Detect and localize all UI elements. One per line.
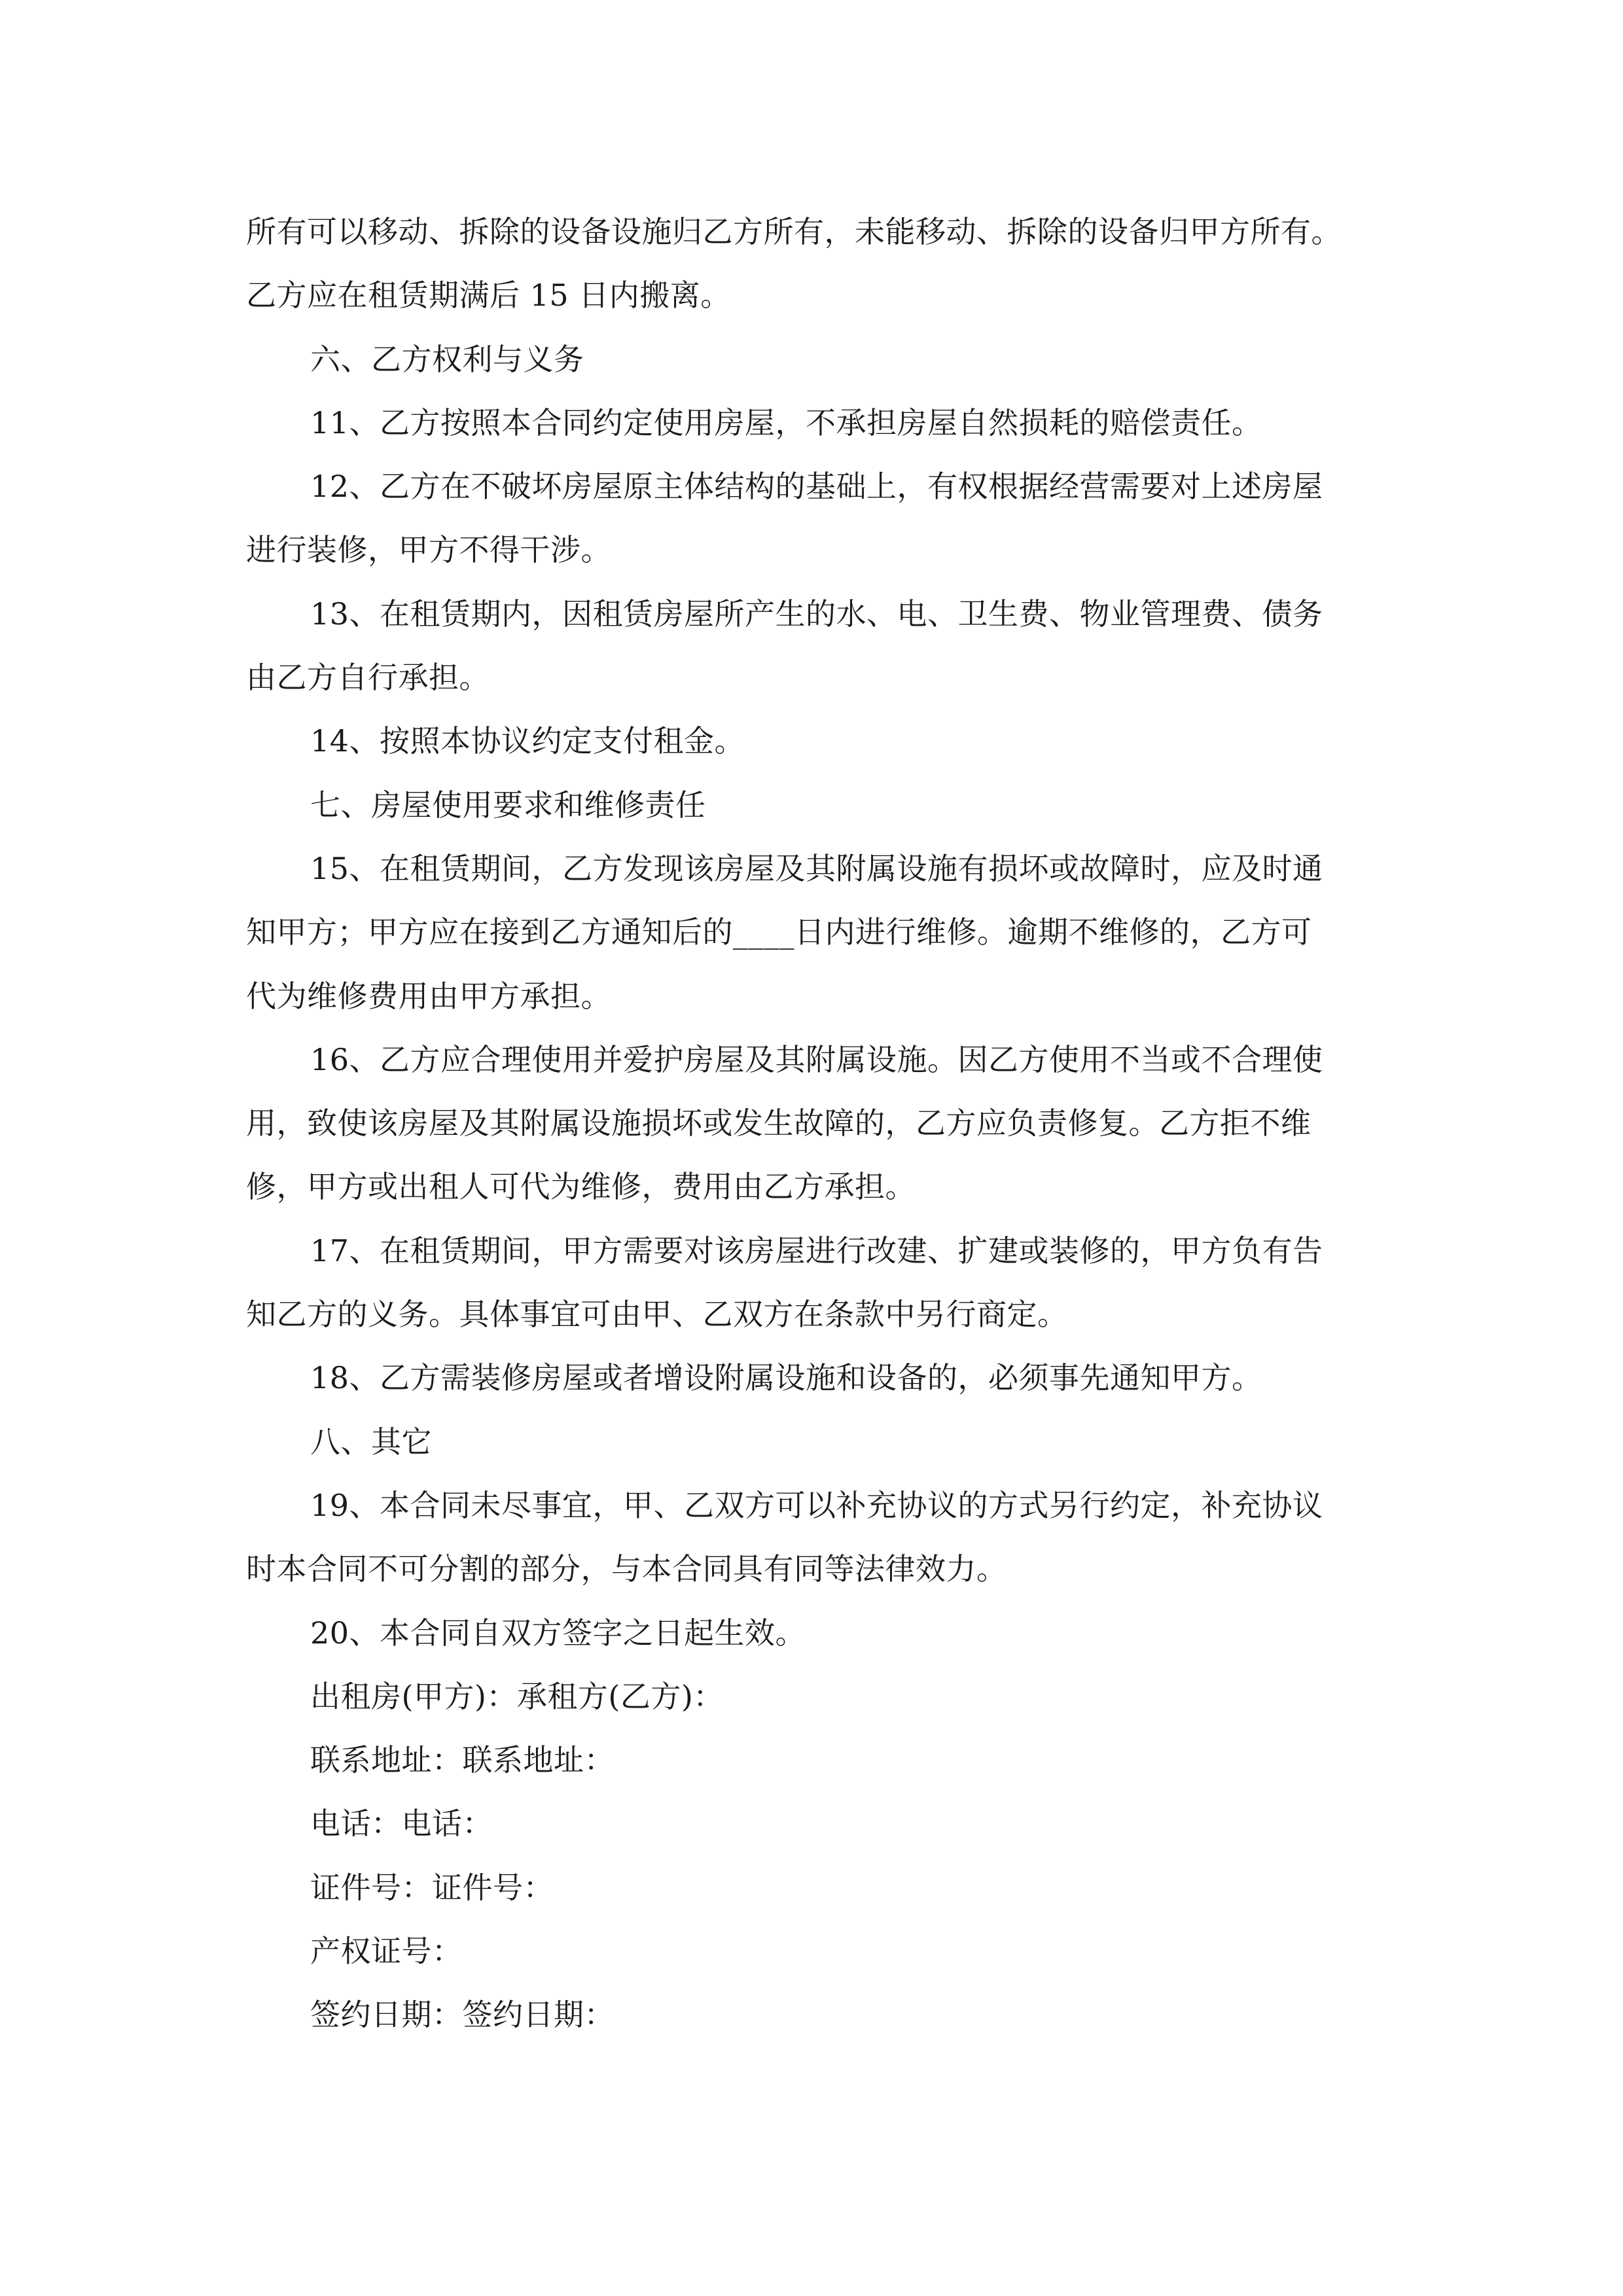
text-line: 八、其它 [310,1424,432,1460]
text-line: 出租房(甲方)：承租方(乙方)： [310,1678,724,1714]
text-line: 用，致使该房屋及其附属设施损坏或发生故障的，乙方应负责修复。乙方拒不维 [246,1105,1311,1141]
text-line: 联系地址：联系地址： [310,1742,615,1778]
text-line: 七、房屋使用要求和维修责任 [310,787,706,823]
text-line: 证件号：证件号： [310,1869,554,1905]
text-line: 20、本合同自双方签字之日起生效。 [310,1615,806,1651]
text-line: 16、乙方应合理使用并爱护房屋及其附属设施。因乙方使用不当或不合理使 [310,1041,1323,1077]
text-line: 19、本合同未尽事宜，甲、乙双方可以补充协议的方式另行约定，补充协议 [310,1487,1323,1523]
text-line: 知甲方；甲方应在接到乙方通知后的____日内进行维修。逾期不维修的，乙方可 [246,914,1312,950]
text-line: 17、在租赁期间，甲方需要对该房屋进行改建、扩建或装修的，甲方负有告 [310,1232,1323,1268]
text-line: 11、乙方按照本合同约定使用房屋，不承担房屋自然损耗的赔偿责任。 [310,404,1262,440]
text-line: 电话：电话： [310,1806,493,1842]
text-line: 乙方应在租赁期满后 15 日内搬离。 [246,278,731,314]
text-line: 六、乙方权利与义务 [310,341,584,377]
text-line: 由乙方自行承担。 [246,660,490,696]
text-line: 产权证号： [310,1933,463,1969]
text-line: 14、按照本协议约定支付租金。 [310,723,745,759]
text-line: 13、在租赁期内，因租赁房屋所产生的水、电、卫生费、物业管理费、债务 [310,596,1323,632]
text-line: 修，甲方或出租人可代为维修，费用由乙方承担。 [246,1169,916,1205]
contract-body [246,200,1385,2047]
text-line: 18、乙方需装修房屋或者增设附属设施和设备的，必须事先通知甲方。 [310,1360,1262,1396]
text-line: 知乙方的义务。具体事宜可由甲、乙双方在条款中另行商定。 [246,1297,1068,1333]
text-line: 12、乙方在不破坏房屋原主体结构的基础上，有权根据经营需要对上述房屋 [310,469,1323,505]
text-line: 进行装修，甲方不得干涉。 [246,532,611,568]
text-line: 所有可以移动、拆除的设备设施归乙方所有，未能移动、拆除的设备归甲方所有。 [246,214,1342,249]
text-line: 15、在租赁期间，乙方发现该房屋及其附属设施有损坏或故障时，应及时通 [310,850,1323,886]
text-line: 代为维修费用由甲方承担。 [246,978,611,1014]
text-line: 时本合同不可分割的部分，与本合同具有同等法律效力。 [246,1551,1007,1587]
text-line: 签约日期：签约日期： [310,1997,615,2033]
